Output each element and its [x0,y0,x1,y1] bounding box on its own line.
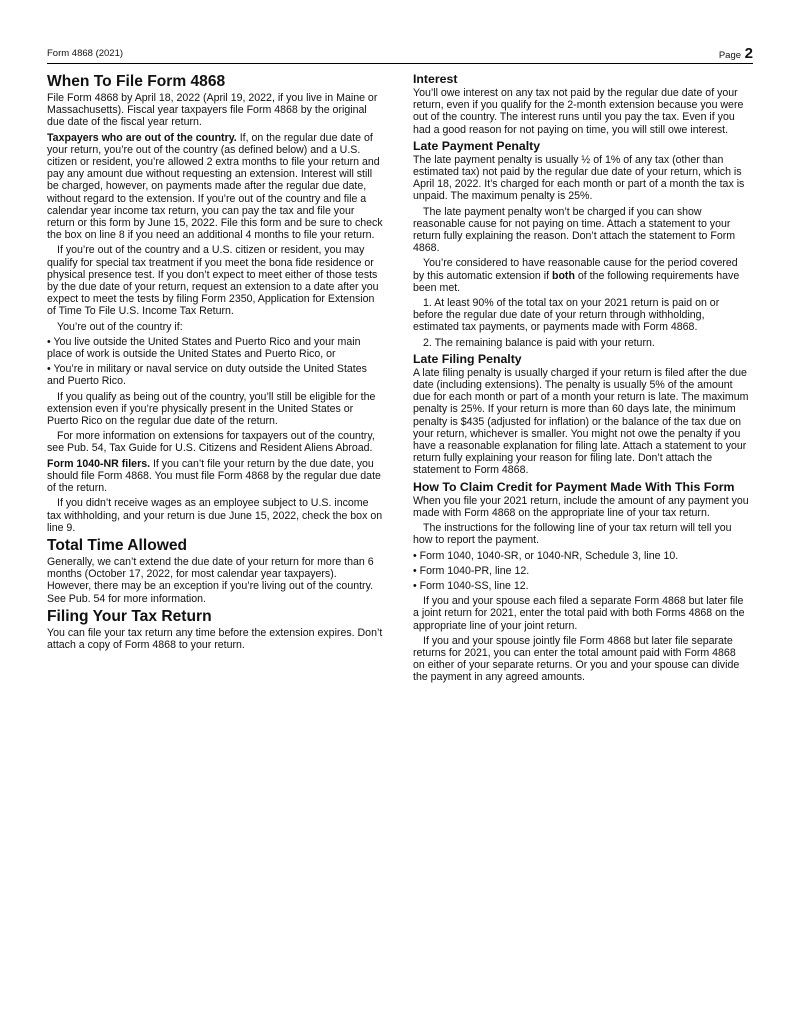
special-treatment-paragraph: If you’re out of the country and a U.S. citizen or resident, you may qualify for special tax treatment if you meet the bona fide residence or physical presence test. If you don’t expect to meet either of those tests by the due date of your return, request an extension to a date after you expect to meet the tests by filing Form 2350, Application for Extension of Time To File U.S. Income Tax Return. [47,244,379,318]
claim-credit-heading: How To Claim Credit for Payment Made With This Form [413,479,735,494]
interest-heading: Interest [413,72,458,86]
requirement-1: 1. At least 90% of the total tax on your 2021 return is paid on or before the regular due date of your return through withholding, estimated tax payments, or payments made with Form 4868. [413,297,720,334]
pub54-paragraph: For more information on extensions for taxpayers out of the country, see Pub. 54, Tax Guide for U.S. Citizens and Resident Aliens Abroad. [47,430,375,455]
page-label: Page [718,50,742,61]
late-payment-heading: Late Payment Penalty [413,138,541,153]
nr-filers-text: If you can’t file your return by the due date, you should file Form 4868. You must file Form 4868 by the regular due date of the return. [47,457,381,495]
considered-paragraph [413,257,750,294]
late-payment-paragraph: The late payment penalty is usually ½ of 1% of any tax (other than estimated tax) not paid by the regular due date of your return, which is April 18, 2022. It’s charged for each month or part of a month the tax is unpaid. The maximum penalty is 25%. [413,153,745,203]
page-number-label [719,45,753,62]
bullet-live-outside: • You live outside the United States and Puerto Rico and your main place of work is outside the United States and Puerto Rico, or [47,335,361,361]
wages-paragraph: If you didn’t receive wages as an employee subject to U.S. income tax withholding, and your return is due June 15, 2022, check the box on line 9. [47,497,383,534]
bullet-1040: • Form 1040, 1040-SR, or 1040-NR, Schedule 3, line 10. [413,549,679,562]
total-time-heading: Total Time Allowed [47,536,188,554]
left-column [47,70,383,654]
out-of-country-if-paragraph: You’re out of the country if: [57,320,183,333]
eligible-paragraph: If you qualify as being out of the country, you’ll still be eligible for the extension even if you’re physically present in the United States or Puerto Rico on the regular due date of the return. [47,390,376,428]
page-header [47,43,753,64]
out-of-country-lead: Taxpayers who are out of the country. [47,131,237,144]
late-filing-paragraph: A late filing penalty is usually charged if your return is filed after the due date (including extensions). The penalty is usually 5% of the amount due for each month or part of a month your return is late. The maximum penalty is 25%. If your return is more than 60 days late, the minimum penalty is $435 (adjusted for inflation) or the balance of the tax due on your return, whichever is smaller. You might not owe the penalty if you have a reasonable explanation for filing late. Attach a statement to your return fully explaining your reason for filing late. Don’t attach the statement to Form 4868. [413,366,749,477]
out-of-country-text: If, on the regular due date of your return, you’re out of the country (as defined below) and a U.S. citizen or resident, you’re allowed 2 extra months to file your return and pay any amount due without requesting an extension. Interest will still be charged, however, on payments made after the regular due date, without regard to the extension. If you’re out of the country and file a calendar year income tax return, you can pay the tax and file your return or this form by June 15, 2022. File this form and be sure to check the box on line 8 if you need an additional 4 months to file your return. [47,131,383,242]
total-time-paragraph: Generally, we can’t extend the due date of your return for more than 6 months (October 17, 2022, for most calendar year taxpayers). However, there may be an exception if you’re living out of the country. See Pub. 54 for more information. [47,555,374,605]
when-to-file-paragraph: File Form 4868 by April 18, 2022 (April 19, 2022, if you live in Maine or Massachusetts). Fiscal year taxpayers file Form 4868 by the original due date of the fiscal year return. [47,92,378,129]
interest-paragraph: You’ll owe interest on any tax not paid by the regular due date of your return, even if you qualify for the 2-month extension because you were out of the country. The interest runs until you pay the tax. Even if you had a good reason for not paying on time, you will still owe interest. [413,87,744,136]
right-column [413,70,750,687]
considered-text-c: of the following requirements have been met. [413,269,740,294]
joint-form-paragraph: If you and your spouse jointly file Form 4868 but later file separate returns for 2021, you can enter the total amount paid with Form 4868 on either of your separate returns. Or you and your spouse can divide the payment in any agreed amounts. [413,634,740,684]
late-filing-heading: Late Filing Penalty [413,351,522,366]
when-to-file-heading: When To File Form 4868 [47,73,226,90]
nr-filers-paragraph [47,458,383,495]
form-id: Form 4868 (2021) [47,48,124,59]
filing-return-heading: Filing Your Tax Return [47,607,212,625]
nr-filers-lead: Form 1040-NR filers. [47,457,151,470]
bullet-1040-pr: • Form 1040-PR, line 12. [413,564,530,577]
out-of-country-paragraph [47,132,383,242]
page-number: 2 [744,45,753,62]
bullet-military: • You’re in military or naval service on duty outside the United States and Puerto Rico. [47,363,367,388]
claim-credit-paragraph: When you file your 2021 return, include the amount of any payment you made with Form 4868 on the appropriate line of your tax return. [413,494,749,519]
requirement-2: 2. The remaining balance is paid with your return. [423,336,655,349]
instructions-paragraph: The instructions for the following line of your tax return will tell you how to report the payment. [413,522,732,547]
considered-both: both [551,269,575,282]
reasonable-cause-paragraph: The late payment penalty won’t be charged if you can show reasonable cause for not paying on time. Attach a statement to your return fully explaining the reason. Don’t attach the statement to Form 4868. [413,205,736,255]
separate-forms-paragraph: If you and your spouse each filed a separate Form 4868 but later file a joint return for 2021, enter the total paid with both Forms 4868 on the appropriate line of your joint return. [413,595,745,632]
bullet-1040-ss: • Form 1040-SS, line 12. [413,579,529,592]
considered-text-a: You’re considered to have reasonable cause for the period covered by this automatic extension if [413,257,738,282]
filing-return-paragraph: You can file your tax return any time before the extension expires. Don’t attach a copy of Form 4868 to your return. [47,626,383,651]
